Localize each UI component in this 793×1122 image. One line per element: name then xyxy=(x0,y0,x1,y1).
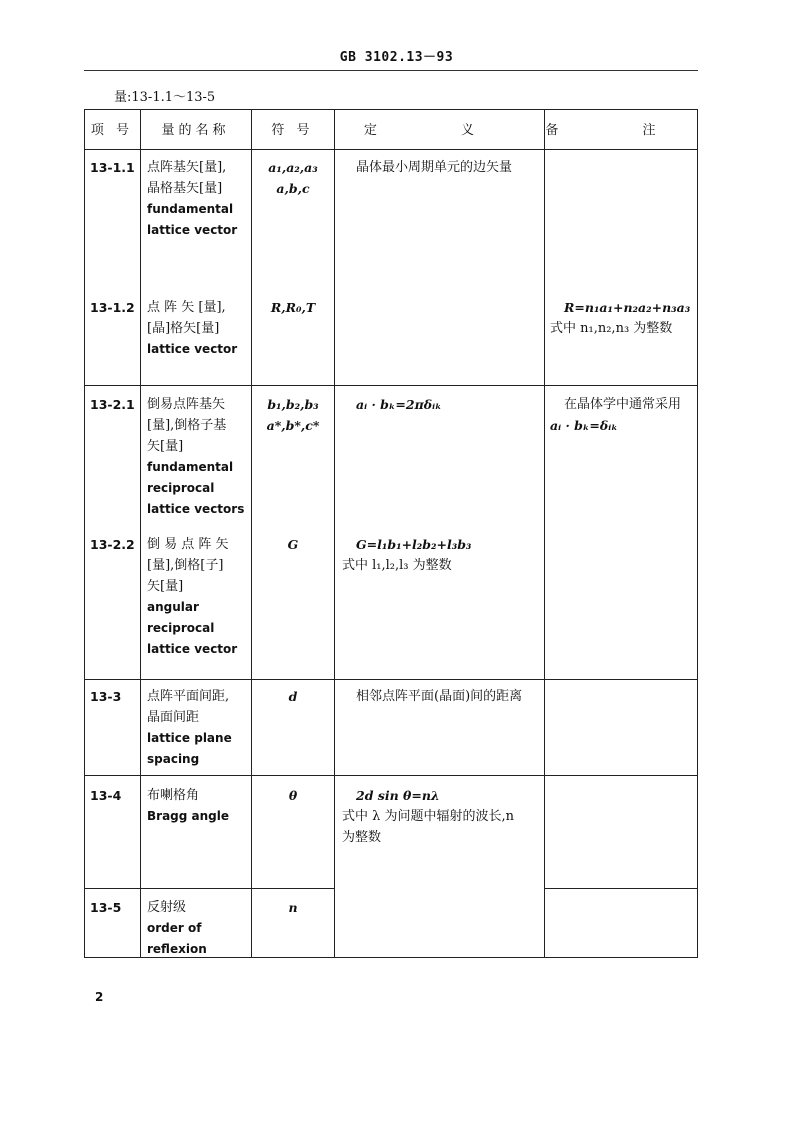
quantity-name xyxy=(147,157,249,241)
row-divider xyxy=(84,679,698,680)
row-divider-partial xyxy=(84,888,334,889)
column-header-remarks: 备 注 xyxy=(545,123,696,138)
symbol xyxy=(252,394,334,436)
symbol-line: a*,b*,c* xyxy=(266,418,320,433)
name-zh-line: 矢[量] xyxy=(147,579,184,594)
definition-line: 2d sin θ=nλ xyxy=(356,788,440,803)
quantity-name xyxy=(147,394,249,520)
definition-line: 相邻点阵平面(晶面)间的距离 xyxy=(356,689,523,704)
symbol-line: a,b,c xyxy=(276,181,310,196)
name-zh-line: 晶面间距 xyxy=(147,710,200,725)
name-en-line: lattice plane xyxy=(147,731,232,745)
definition xyxy=(342,534,542,576)
name-en-line: order of xyxy=(147,921,202,935)
name-en-line: lattice vector xyxy=(147,223,238,237)
name-zh-line: 点阵基矢[量], xyxy=(147,160,227,175)
definition-line: 晶体最小周期单元的边矢量 xyxy=(356,160,513,175)
name-en-line: Bragg angle xyxy=(147,809,230,823)
symbol-line: R,R₀,T xyxy=(270,300,316,315)
definition-line: aᵢ · bₖ=2πδᵢₖ xyxy=(356,397,442,412)
symbol-line: d xyxy=(288,689,298,704)
symbol-line: θ xyxy=(288,788,298,803)
name-zh-line: 反射级 xyxy=(147,900,187,915)
name-zh-line: [量],倒格[子] xyxy=(147,558,224,573)
item-number: 13-1.1 xyxy=(90,160,135,175)
symbol xyxy=(252,785,334,806)
item-number: 13-2.1 xyxy=(90,397,135,412)
quantity-name xyxy=(147,534,249,660)
row-divider xyxy=(84,775,698,776)
definition xyxy=(342,785,542,848)
name-en-line: spacing xyxy=(147,752,200,766)
symbol xyxy=(252,157,334,199)
item-number: 13-5 xyxy=(90,900,122,915)
table-border-top xyxy=(84,109,698,110)
remarks xyxy=(550,394,696,436)
name-en-line: lattice vector xyxy=(147,642,238,656)
row-divider-partial xyxy=(544,888,698,889)
name-zh-line: 倒易点阵基矢 xyxy=(147,397,226,412)
name-zh-line: 晶格基矢[量] xyxy=(147,181,223,196)
name-zh-line: 点阵平面间距, xyxy=(147,689,230,704)
name-zh-line: 点 阵 矢 [量], xyxy=(147,300,226,315)
header-rule xyxy=(84,70,698,71)
item-number: 13-3 xyxy=(90,689,122,704)
definition-line: 为整数 xyxy=(342,830,382,845)
quantity-name xyxy=(147,785,249,827)
page-number: 2 xyxy=(95,990,104,1004)
name-zh-line: 布喇格角 xyxy=(147,788,200,803)
name-zh-line: 倒 易 点 阵 矢 xyxy=(147,537,229,552)
col-border xyxy=(334,109,335,958)
name-en-line: reciprocal xyxy=(147,621,215,635)
name-zh-line: 矢[量] xyxy=(147,439,184,454)
column-header-item-no: 项 号 xyxy=(90,123,134,138)
remarks xyxy=(550,297,696,339)
symbol xyxy=(252,534,334,555)
symbol-line: n xyxy=(288,900,298,915)
definition xyxy=(356,686,542,707)
remarks-line: 在晶体学中通常采用 xyxy=(564,397,682,412)
document-header: GB 3102.13－93 xyxy=(339,50,454,65)
name-en-line: fundamental xyxy=(147,202,234,216)
symbol-line: G xyxy=(287,537,299,552)
quantity-name xyxy=(147,897,249,960)
symbol xyxy=(252,897,334,918)
row-divider xyxy=(84,385,698,386)
col-border xyxy=(544,109,545,958)
quantities-table xyxy=(84,109,698,958)
name-en-line: lattice vectors xyxy=(147,502,245,516)
header-row-border xyxy=(84,149,698,150)
name-zh-line: [量],倒格子基 xyxy=(147,418,227,433)
col-border xyxy=(140,109,141,958)
symbol-line: b₁,b₂,b₃ xyxy=(267,397,319,412)
symbol xyxy=(252,297,334,318)
remarks-line: R=n₁a₁+n₂a₂+n₃a₃ xyxy=(564,300,691,315)
column-header-quantity-name: 量的名称 xyxy=(161,123,230,138)
item-number: 13-1.2 xyxy=(90,300,135,315)
remarks-line: 式中 n₁,n₂,n₃ 为整数 xyxy=(550,321,673,336)
remarks-line: aᵢ · bₖ=δᵢₖ xyxy=(550,418,618,433)
name-en-line: lattice vector xyxy=(147,342,238,356)
symbol-line: a₁,a₂,a₃ xyxy=(268,160,318,175)
col-border xyxy=(697,109,698,958)
definition-line: 式中 l₁,l₂,l₃ 为整数 xyxy=(342,558,452,573)
name-en-line: angular xyxy=(147,600,199,614)
column-header-definition: 定 义 xyxy=(363,123,515,138)
item-number: 13-2.2 xyxy=(90,537,135,552)
symbol xyxy=(252,686,334,707)
name-en-line: reciprocal xyxy=(147,481,215,495)
name-zh-line: [晶]格矢[量] xyxy=(147,321,220,336)
quantity-name xyxy=(147,686,249,770)
name-en-line: fundamental xyxy=(147,460,234,474)
definition-line: 式中 λ 为问题中辐射的波长,n xyxy=(342,809,515,824)
definition xyxy=(356,394,542,415)
col-border xyxy=(84,109,85,958)
definition xyxy=(356,157,542,178)
column-header-symbol: 符 号 xyxy=(271,123,314,138)
quantity-name xyxy=(147,297,249,360)
definition-line: G=l₁b₁+l₂b₂+l₃b₃ xyxy=(356,537,472,552)
table-caption: 量:13-1.1～13-5 xyxy=(114,90,216,105)
name-en-line: reflexion xyxy=(147,942,207,956)
item-number: 13-4 xyxy=(90,788,122,803)
